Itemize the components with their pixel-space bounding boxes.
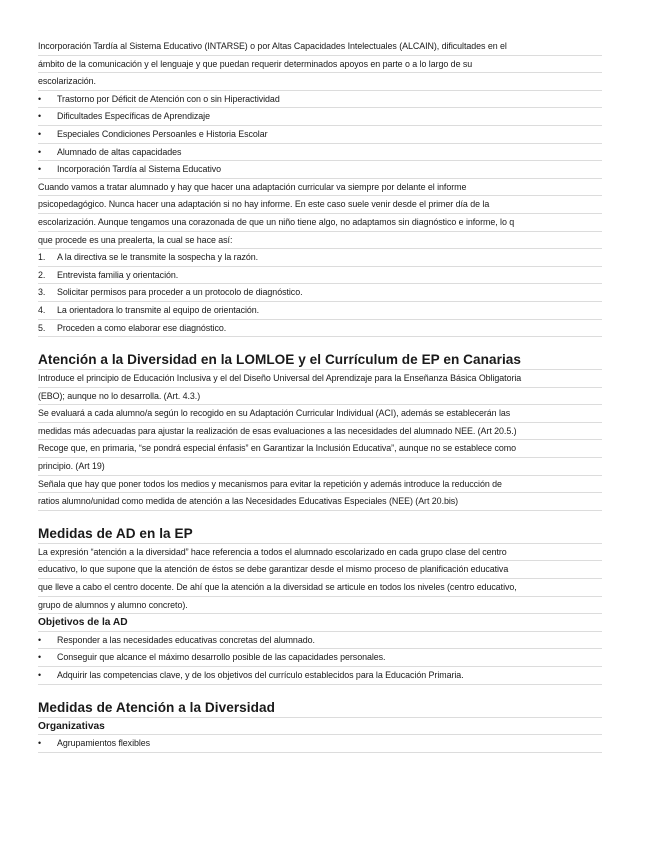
step-text: La orientadora lo transmite al equipo de orientación. xyxy=(57,304,260,315)
list-item-text: Conseguir que alcance el máximo desarrollo posible de las capacidades personales. xyxy=(57,652,386,663)
lomloe-line: Señala que hay que poner todos los medios y mecanismos para evitar la repetición y además introduce la reducción de xyxy=(38,476,602,494)
lomloe-line: Recoge que, en primaria, “se pondrá especial énfasis” en Garantizar la Inclusión Educativa”, aunque no se establece como xyxy=(38,440,602,458)
step-text: Proceden a como elaborar ese diagnóstico. xyxy=(57,322,227,333)
list-item-objective xyxy=(38,632,602,650)
bullet-icon: • xyxy=(38,634,42,645)
list-item-measure xyxy=(38,735,602,753)
intro-line: Incorporación Tardía al Sistema Educativo (INTARSE) o por Altas Capacidades Intelectuales (ALCAIN), dificultades en el xyxy=(38,38,602,56)
bullet-icon: • xyxy=(38,93,42,104)
lomloe-line: Se evaluará a cada alumno/a según lo recogido en su Adaptación Curricular Individual (ACI), además se establecerán las xyxy=(38,405,602,423)
section-heading-medidas-atencion: Medidas de Atención a la Diversidad xyxy=(38,697,602,718)
list-item-step xyxy=(38,267,602,285)
subheading-objetivos: Objetivos de la AD xyxy=(38,614,602,632)
list-item-text: Trastorno por Déficit de Atención con o sin Hiperactividad xyxy=(57,93,280,104)
list-item-step xyxy=(38,302,602,320)
list-item-category xyxy=(38,161,602,179)
medidas-line: grupo de alumnos y alumno concreto). xyxy=(38,597,602,615)
list-item-text: Agrupamientos flexibles xyxy=(57,738,151,749)
bullet-icon: • xyxy=(38,128,42,139)
bullet-icon: • xyxy=(38,164,42,175)
list-item-text: Incorporación Tardía al Sistema Educativo xyxy=(57,164,222,175)
step-number: 1. xyxy=(38,252,46,263)
step-text: Entrevista familia y orientación. xyxy=(57,269,179,280)
lomloe-line: (EBO); aunque no lo desarrolla. (Art. 4.3.) xyxy=(38,388,602,406)
lomloe-line: principio. (Art 19) xyxy=(38,458,602,476)
section-heading-medidas-ep: Medidas de AD en la EP xyxy=(38,523,602,544)
bullet-icon: • xyxy=(38,146,42,157)
subheading-organizativas: Organizativas xyxy=(38,718,602,736)
bullet-icon: • xyxy=(38,652,42,663)
procedure-line: que procede es una prealerta, la cual se hace así: xyxy=(38,232,602,250)
medidas-line: que lleve a cabo el centro docente. De ahí que la atención a la diversidad se articule en todos los niveles (centro educativo, xyxy=(38,579,602,597)
bullet-icon: • xyxy=(38,670,42,680)
procedure-line: psicopedagógico. Nunca hacer una adaptación si no hay informe. En este caso suele venir desde el primer día de la xyxy=(38,196,602,214)
step-number: 3. xyxy=(38,287,46,298)
step-number: 4. xyxy=(38,304,46,315)
list-item-category xyxy=(38,108,602,126)
list-item-text: Dificultades Específicas de Aprendizaje xyxy=(57,111,210,122)
list-item-step xyxy=(38,320,602,338)
bullet-icon: • xyxy=(38,111,42,122)
lomloe-line: ratios alumno/unidad como medida de atención a las Necesidades Educativas Especiales (NEE) (Art 20.bis) xyxy=(38,493,602,511)
medidas-line: educativo, lo que supone que la atención de éstos se debe garantizar desde el mismo proceso de planificación educativa xyxy=(38,561,602,579)
list-item-objective xyxy=(38,649,602,667)
lomloe-line: medidas más adecuadas para ajustar la realización de esas evaluaciones a las necesidades del alumnado NEE. (Art 20.5.) xyxy=(38,423,602,441)
medidas-line: La expresión “atención a la diversidad” hace referencia a todos el alumnado escolarizado en cada grupo clase del centro xyxy=(38,544,602,562)
list-item-category xyxy=(38,126,602,144)
list-item-step xyxy=(38,284,602,302)
list-item-category xyxy=(38,91,602,109)
step-text: A la directiva se le transmite la sospecha y la razón. xyxy=(57,252,259,263)
list-item-text: Adquirir las competencias clave, y de los objetivos del currículo establecidos para la Educación Primaria. xyxy=(57,670,464,680)
intro-line: escolarización. xyxy=(38,73,602,91)
list-item-category xyxy=(38,144,602,162)
list-item-text: Responder a las necesidades educativas concretas del alumnado. xyxy=(57,634,315,645)
section-heading-lomloe: Atención a la Diversidad en la LOMLOE y el Currículum de EP en Canarias xyxy=(38,349,602,370)
lomloe-line: Introduce el principio de Educación Inclusiva y el del Diseño Universal del Aprendizaje para la Enseñanza Básica Obligatoria xyxy=(38,370,602,388)
list-item-text: Alumnado de altas capacidades xyxy=(57,146,182,157)
bullet-icon: • xyxy=(38,738,42,749)
list-item-text: Especiales Condiciones Persoanles e Historia Escolar xyxy=(57,128,268,139)
step-text: Solicitar permisos para proceder a un protocolo de diagnóstico. xyxy=(57,287,303,298)
step-number: 2. xyxy=(38,269,46,280)
list-item-step xyxy=(38,249,602,267)
procedure-line: escolarización. Aunque tengamos una corazonada de que un niño tiene algo, no adaptamos sin diagnóstico e informe, lo q xyxy=(38,214,602,232)
list-item-objective xyxy=(38,667,602,685)
document-body xyxy=(38,38,602,753)
intro-line: ámbito de la comunicación y el lenguaje y que puedan requerir determinados apoyos en parte o a lo largo de su xyxy=(38,56,602,74)
step-number: 5. xyxy=(38,322,46,333)
procedure-line: Cuando vamos a tratar alumnado y hay que hacer una adaptación curricular va siempre por delante el informe xyxy=(38,179,602,197)
